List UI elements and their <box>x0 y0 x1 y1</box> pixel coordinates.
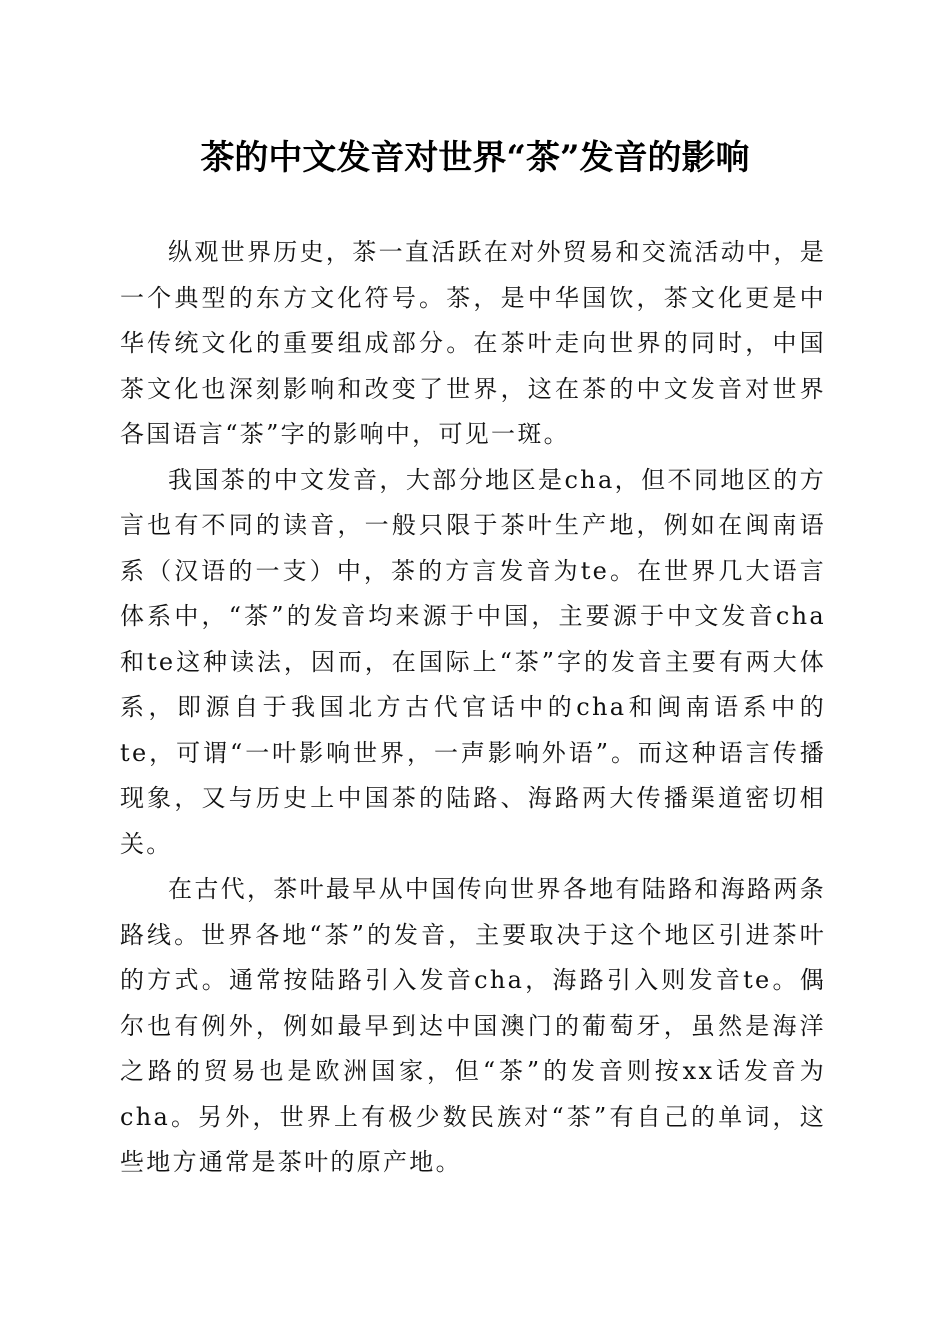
document-title: 茶的中文发音对世界“茶”发音的影响 <box>200 138 750 178</box>
document-body <box>120 230 826 1186</box>
paragraph-1: 纵观世界历史，茶一直活跃在对外贸易和交流活动中，是一个典型的东方文化符号。茶，是中华国饮，茶文化更是中华传统文化的重要组成部分。在茶叶走向世界的同时，中国茶文化也深刻影响和改变了世界，这在茶的中文发音对世界各国语言“茶”字的影响中，可见一斑。 <box>120 238 826 448</box>
paragraph-3: 在古代，茶叶最早从中国传向世界各地有陆路和海路两条路线。世界各地“茶”的发音，主要取决于这个地区引进茶叶的方式。通常按陆路引入发音cha，海路引入则发音te。偶尔也有例外，例如最早到达中国澳门的葡萄牙，虽然是海洋之路的贸易也是欧洲国家，但“茶”的发音则按xx话发音为cha。另外，世界上有极少数民族对“茶”有自己的单词，这些地方通常是茶叶的原产地。 <box>120 875 826 1176</box>
paragraph-2: 我国茶的中文发音，大部分地区是cha，但不同地区的方言也有不同的读音，一般只限于茶叶生产地，例如在闽南语系（汉语的一支）中，茶的方言发音为te。在世界几大语言体系中，“茶”的发音均来源于中国，主要源于中文发音cha和te这种读法，因而，在国际上“茶”字的发音主要有两大体系，即源自于我国北方古代官话中的cha和闽南语系中的te，可谓“一叶影响世界，一声影响外语”。而这种语言传播现象，又与历史上中国茶的陆路、海路两大传播渠道密切相关。 <box>120 465 826 858</box>
